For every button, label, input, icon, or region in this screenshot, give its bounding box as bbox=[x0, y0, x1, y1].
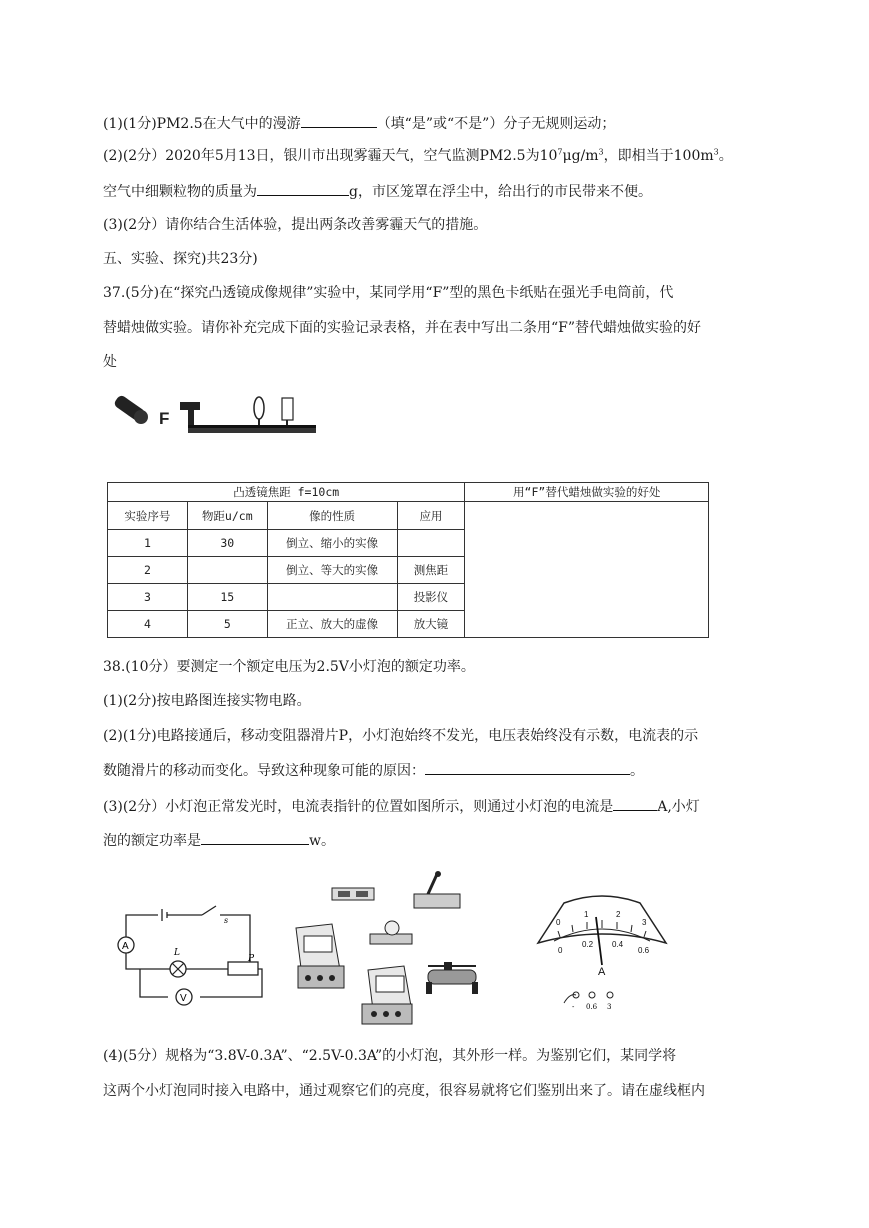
answer-cell[interactable] bbox=[397, 530, 465, 557]
svg-text:0.6: 0.6 bbox=[586, 1003, 598, 1011]
svg-text:0: 0 bbox=[556, 918, 561, 927]
q37-line1: 37.(5分)在“探究凸透镜成像规律”实验中，某同学用“F”型的黑色卡纸贴在强光手电筒前，代 bbox=[103, 285, 674, 301]
flashlight-icon bbox=[113, 394, 148, 424]
switch-label: s bbox=[224, 916, 229, 925]
circuit-diagram bbox=[110, 895, 270, 1013]
table-cell: 正立、放大的虚像 bbox=[267, 611, 397, 638]
table-title-left: 凸透镜焦距 f=10cm bbox=[108, 483, 465, 502]
header-application: 应用 bbox=[397, 502, 465, 530]
table-cell: 放大镜 bbox=[397, 611, 465, 638]
answer-blank-2[interactable] bbox=[257, 181, 349, 196]
table-cell: 投影仪 bbox=[397, 584, 465, 611]
meter-terminals bbox=[564, 992, 613, 1011]
q38-part3-line2: 泡的额定功率是 w。 bbox=[103, 830, 335, 851]
ammeter-device-icon bbox=[296, 924, 344, 988]
svg-text:-: - bbox=[572, 1003, 575, 1011]
svg-text:0.2: 0.2 bbox=[582, 940, 594, 949]
apparatus-figure bbox=[282, 866, 478, 1028]
bulb-holder-icon bbox=[370, 921, 412, 944]
svg-text:0.6: 0.6 bbox=[638, 946, 650, 955]
q37-line3: 处 bbox=[103, 354, 117, 370]
q36-part2-line2: 空气中细颗粒物的质量为 g，市区笼罩在浮尘中，给出行的市民带来不便。 bbox=[103, 181, 652, 202]
q38-part2-line2: 数随滑片的移动而变化。导致这种现象可能的原因： 。 bbox=[103, 760, 644, 781]
battery-icon bbox=[332, 888, 374, 900]
answer-cell[interactable] bbox=[187, 557, 267, 584]
table-cell: 1 bbox=[108, 530, 188, 557]
svg-text:L: L bbox=[174, 948, 180, 958]
table-cell: 4 bbox=[108, 611, 188, 638]
svg-text:3: 3 bbox=[642, 918, 647, 927]
answer-blank-3[interactable] bbox=[425, 760, 630, 775]
ammeter-dial-figure bbox=[534, 895, 670, 1011]
table-cell: 30 bbox=[187, 530, 267, 557]
f-card-label: F bbox=[159, 409, 170, 428]
answer-blank-4[interactable] bbox=[613, 796, 657, 811]
optical-bench-figure bbox=[112, 392, 322, 442]
q36-part2: (2)(2分）2020年5月13日，银川市出现雾霾天气，空气监测PM2.5为$10^7\mu g/m^3$，即相当于$100m^3$。 bbox=[103, 147, 733, 164]
experiment-record-table bbox=[107, 482, 709, 638]
table-cell: 2 bbox=[108, 557, 188, 584]
svg-text:1: 1 bbox=[584, 910, 589, 919]
q38-part4-line2: 这两个小灯泡同时接入电路中，通过观察它们的亮度，很容易就将它们鉴别出来了。请在虚线框内 bbox=[103, 1083, 705, 1099]
rheostat-icon bbox=[426, 962, 478, 994]
svg-text:V: V bbox=[180, 993, 187, 1004]
q38-intro: 38.(10分）要测定一个额定电压为2.5V小灯泡的额定功率。 bbox=[103, 659, 475, 675]
answer-blank-5[interactable] bbox=[201, 830, 309, 845]
section-heading: 五、实验、探究)共23分) bbox=[103, 251, 258, 267]
svg-text:3: 3 bbox=[607, 1003, 612, 1011]
q37-line2: 替蜡烛做实验。请你补充完成下面的实验记录表格，并在表中写出二条用“F”替代蜡烛做实验的好 bbox=[103, 320, 702, 336]
svg-text:A: A bbox=[598, 966, 606, 978]
lamp-symbol bbox=[170, 948, 186, 977]
advantages-answer-cell[interactable] bbox=[465, 502, 709, 638]
q36-part1: (1)(1分)PM2.5在大气中的漫游 （填“是”或“不是”）分子无规则运动； bbox=[103, 113, 615, 134]
q36-part3: (3)(2分）请你结合生活体验，提出两条改善雾霾天气的措施。 bbox=[103, 217, 488, 233]
header-trial-no: 实验序号 bbox=[108, 502, 188, 530]
table-cell: 15 bbox=[187, 584, 267, 611]
q38-part2-line1: (2)(1分)电路接通后，移动变阻器滑片P，小灯泡始终不发光，电压表始终没有示数，电流表的示 bbox=[103, 728, 699, 744]
switch-icon bbox=[414, 871, 460, 908]
ammeter-symbol bbox=[118, 937, 134, 953]
table-cell: 测焦距 bbox=[397, 557, 465, 584]
svg-text:0.4: 0.4 bbox=[612, 940, 624, 949]
svg-text:2: 2 bbox=[616, 910, 621, 919]
svg-text:0: 0 bbox=[558, 946, 563, 955]
q38-part1: (1)(2分)按电路图连接实物电路。 bbox=[103, 693, 311, 709]
header-object-distance: 物距u/cm bbox=[187, 502, 267, 530]
answer-cell[interactable] bbox=[267, 584, 397, 611]
table-cell: 3 bbox=[108, 584, 188, 611]
slider-label: P bbox=[248, 954, 255, 964]
header-image-nature: 像的性质 bbox=[267, 502, 397, 530]
table-cell: 5 bbox=[187, 611, 267, 638]
table-cell: 倒立、等大的实像 bbox=[267, 557, 397, 584]
answer-blank-1[interactable] bbox=[301, 113, 377, 128]
voltmeter-symbol bbox=[176, 989, 192, 1005]
optical-bench-icon bbox=[180, 397, 316, 433]
voltmeter-device-icon bbox=[362, 966, 412, 1024]
table-title-right: 用“F”替代蜡烛做实验的好处 bbox=[465, 483, 709, 502]
svg-text:A: A bbox=[122, 941, 129, 952]
q38-part3-line1: (3)(2分）小灯泡正常发光时，电流表指针的位置如图所示，则通过小灯泡的电流是 A,小灯 bbox=[103, 796, 700, 817]
q38-part4-line1: (4)(5分）规格为“3.8V-0.3A”、“2.5V-0.3A”的小灯泡，其外形一样。为鉴别它们，某同学将 bbox=[103, 1048, 677, 1064]
table-cell: 倒立、缩小的实像 bbox=[267, 530, 397, 557]
